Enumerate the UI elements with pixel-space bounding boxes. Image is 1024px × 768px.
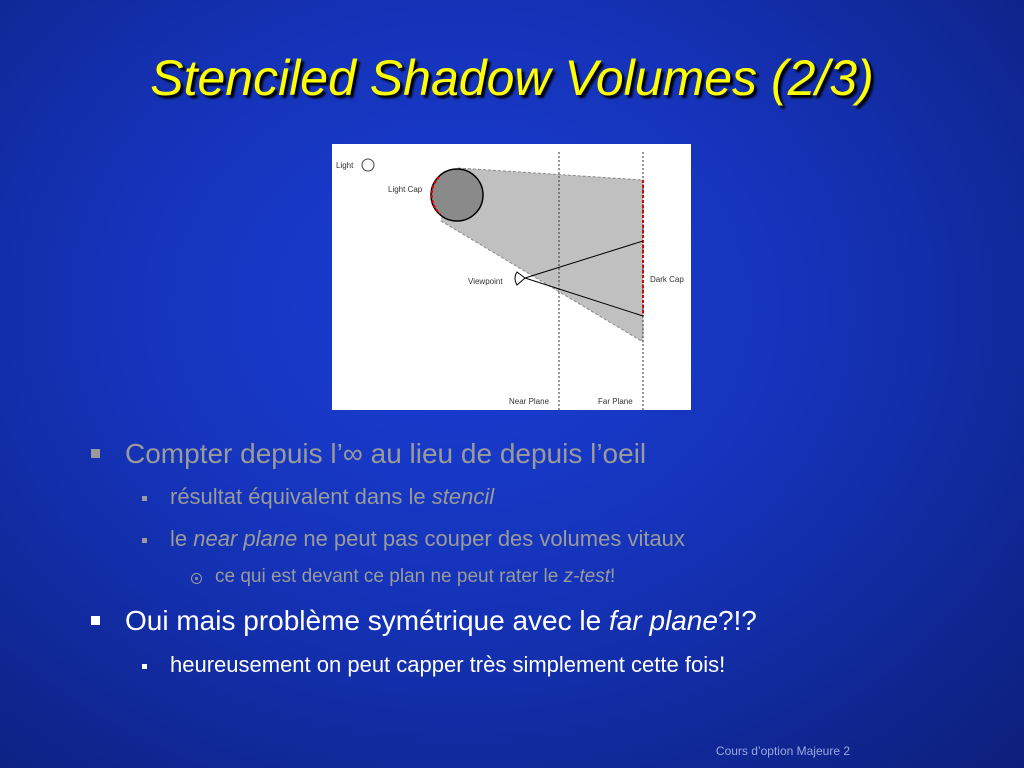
bullet-near-plane [170,526,685,552]
bullet-resultat-text: résultat équivalent dans le [170,484,432,509]
diagram-svg [332,144,691,410]
bullet-far-plane-post: ?!? [717,605,757,636]
bullet-heureusement: heureusement on peut capper très simplement cette fois! [170,652,726,677]
bullet-resultat-em: stencil [431,484,495,509]
bullet-far-plane [125,605,757,637]
slide-title: Stenciled Shadow Volumes (2/3) [150,50,874,106]
label-light: Light [336,161,354,170]
label-far-plane: Far Plane [598,397,633,406]
bullet-resultat [170,484,494,510]
bullet-near-plane-em: near plane [193,526,298,551]
label-near-plane: Near Plane [509,397,550,406]
bullet-small-square-icon [142,496,147,501]
bullet-z-test [215,566,615,588]
eye-icon [515,272,525,285]
bullet-z-test-post: ! [610,566,616,587]
light-icon [362,159,374,171]
occluder-sphere [431,169,483,221]
shadow-volume-diagram [332,144,691,410]
bullet-small-square-icon [142,538,147,543]
label-dark-cap: Dark Cap [650,275,684,284]
bullet-z-test-em: z-test [563,566,611,587]
slide-footer: Cours d’option Majeure 2 [715,744,850,758]
bullet-z-test-pre: ce qui est devant ce plan ne peut rater le [215,566,564,587]
bullet-near-plane-pre: le [170,526,194,551]
label-viewpoint: Viewpoint [468,277,503,286]
bullet-circle-icon [191,573,202,584]
bullet-small-square-icon [142,664,147,669]
bullet-far-plane-em: far plane [608,605,718,636]
bullet-square-icon [91,449,100,458]
bullet-far-plane-pre: Oui mais problème symétrique avec le [125,605,609,636]
bullet-near-plane-post: ne peut pas couper des volumes vitaux [297,526,685,551]
bullet-compter: Compter depuis l’∞ au lieu de depuis l’oeil [125,438,647,469]
label-light-cap: Light Cap [388,185,423,194]
bullet-square-icon [91,616,100,625]
